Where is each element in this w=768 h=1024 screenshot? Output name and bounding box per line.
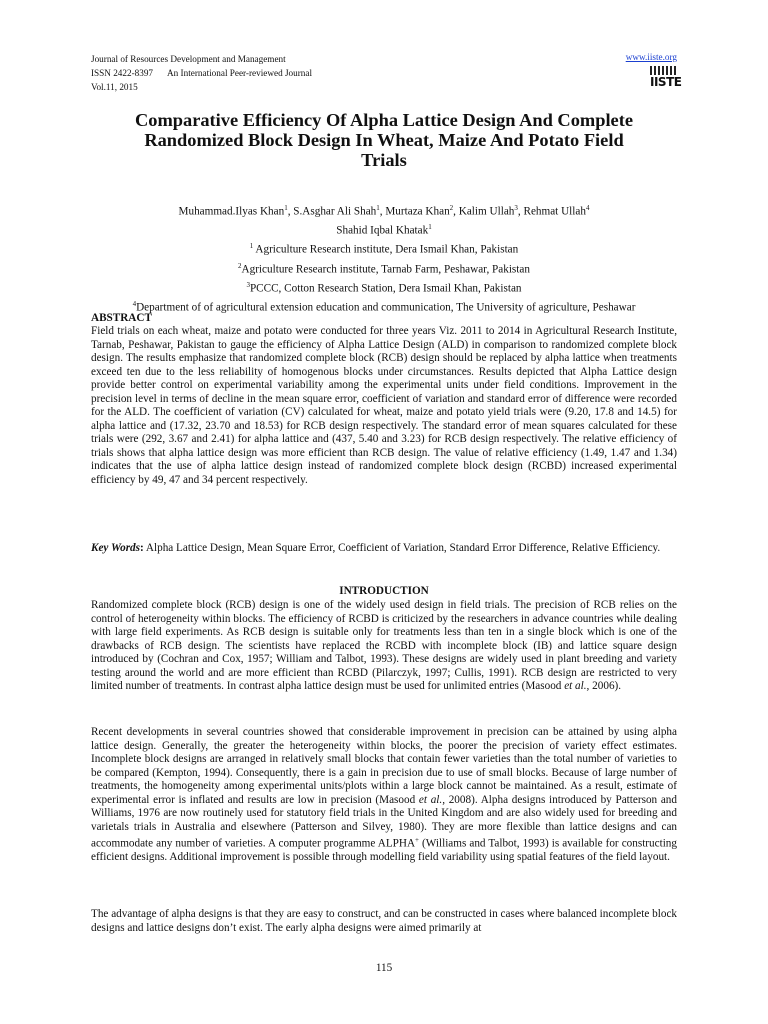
keywords-label: Key Words <box>91 542 140 554</box>
author-sup: 1 <box>428 223 432 232</box>
intro-paragraph-1 <box>91 599 677 694</box>
keywords <box>91 542 677 556</box>
author-sup: 2 <box>449 204 454 212</box>
author-name: , Kalim Ullah <box>453 205 515 218</box>
author-list-line2 <box>92 220 676 239</box>
iiste-logo <box>650 66 682 90</box>
paragraph-text: Randomized complete block (RCB) design is one of the widely used design in field trials. The precision of RCB relies on the control of heterogeneity within blocks. The efficiency of RCBD is criticized by the researchers in advance countries while dealing with large field experiments. As RCB design is suitable only for treatments less than ten in a single block which is one of the drawbacks of RCB design. The scientists have replaced the RCBD with incomplete block (IB) and lattice square design introduced by (Cochran and Cox, 1957; William and Talbot, 1993). These designs are widely used in plant breeding and variety testing around the world and are more efficient than RCBD (Pilarczyk, 1997; Cullis, 1991). RCB design are restricted to very limited number of treatments. In contrast alpha lattice design must be used for unlimited entries (Masood <box>91 599 677 692</box>
introduction-heading: INTRODUCTION <box>339 585 429 597</box>
journal-url-link[interactable]: www.iiste.org <box>625 52 677 62</box>
author-list <box>92 201 676 220</box>
issn-line <box>91 66 312 80</box>
paragraph-italic: et al., <box>418 793 445 806</box>
journal-name: Journal of Resources Development and Management <box>91 54 286 64</box>
affiliation <box>92 259 676 278</box>
paper-title: Comparative Efficiency Of Alpha Lattice Design And Complete Randomized Block Design In Wheat, Maize And Potato Field Trials <box>134 110 634 170</box>
abstract-text: Field trials on each wheat, maize and potato were conducted for three years Viz. 2011 to 2014 in Agricultural Research Institute, Tarnab, Peshawar, Pakistan to gauge the efficiency of Alpha Lattice Design (ALD) in comparison to randomized complete block design. The results emphasize that randomized complete block (RCB) design should be replaced by alpha lattice when treatments exceed ten due to the less reliability of homogenous blocks under circumstances. Results depicted that Alpha Lattice design provide better control on experimental variability among the experimental units under field conditions. Improvement in the precision level in terms of decline in the mean square error, coefficient of variation and standard error of difference were recorded for the ALD. The coefficient of variation (CV) calculated for wheat, maize and potato yield trials were (9.20, 17.8 and 14.5) for alpha lattice and (17.32, 23.70 and 18.53) for RCB design respectively. The standard error of mean squares calculated for these trials were (292, 3.67 and 2.41) for alpha lattice and (437, 5.40 and 3.23) for RCB design respectively. The relative efficiency of trials shows that alpha lattice design was more efficient than RCB design. The value of relative efficiency (1.49, 1.47 and 1.34) indicates that the use of alpha lattice design instead of randomized complete block design (RCBD) increased experimental efficiency by 49, 47 and 34 percent respectively. <box>91 325 677 486</box>
affiliation <box>92 239 676 258</box>
affiliation-text: Agriculture Research institute, Dera Ismail Khan, Pakistan <box>253 244 519 257</box>
author-name: , S.Asghar Ali Shah <box>287 205 377 218</box>
paragraph-text: 2006). <box>589 680 622 692</box>
keywords-colon: : <box>140 542 144 554</box>
paragraph-text: Recent developments in several countries showed that considerable improvement in precision can be attained by using alpha lattice design. Generally, the greater the heterogeneity within blocks, the poorer the precision of variety effect estimates. Incomplete block designs are arranged in relatively small blocks that contain fewer varieties than the total number of varieties to be compared (Kempton, 1994). Consequently, there is a gain in precision due to use of small blocks. Because of large number of treatments, the homogeneity among experimental units/plots within a large block cannot be maintained. As a result, estimate of experimental error is inflated and results are low in precision (Masood <box>91 726 677 806</box>
journal-header <box>91 52 312 94</box>
author-name: Shahid Iqbal Khatak <box>336 224 429 237</box>
affiliation <box>92 278 676 297</box>
issn: ISSN 2422-8397 <box>91 68 154 78</box>
affiliation-text: Agriculture Research institute, Tarnab Farm, Peshawar, Pakistan <box>241 263 530 276</box>
affiliation-num: 4 <box>132 300 137 309</box>
author-sup: 1 <box>376 204 380 212</box>
volume: Vol.11, 2015 <box>91 82 138 92</box>
affiliation-text: Department of of agricultural extension education and communication, The University of agriculture, Peshawar <box>136 301 636 314</box>
logo-text: IISTE <box>650 75 682 89</box>
abstract-heading: ABSTRACT <box>91 312 152 324</box>
peer-review-note: An International Peer-reviewed Journal <box>167 68 313 78</box>
author-sup: 1 <box>284 204 288 212</box>
page-number: 115 <box>375 962 393 974</box>
affiliation-text: PCCC, Cotton Research Station, Dera Ismail Khan, Pakistan <box>249 282 522 295</box>
author-name: Muhammad.Ilyas Khan <box>178 205 285 218</box>
intro-paragraph-2 <box>91 726 677 865</box>
author-sup: 3 <box>514 204 518 212</box>
paragraph-italic: et al., <box>564 680 590 692</box>
affiliation-num: 3 <box>246 280 250 289</box>
author-name: , Rehmat Ullah <box>517 205 586 218</box>
intro-paragraph-3: The advantage of alpha designs is that they are easy to construct, and can be constructed in cases where balanced incomplete block designs and lattice designs don’t exist. The early alpha designs were aimed primarily at <box>91 908 677 934</box>
author-name: , Murtaza Khan <box>379 205 450 218</box>
paragraph-sup: + <box>415 836 419 844</box>
affiliation-num: 2 <box>238 261 242 270</box>
affiliation-num: 1 <box>249 242 254 251</box>
paragraph-text: (Williams and Talbot, 1993) is available for constructing efficient designs. Additional improvement is possible through modelling field variability using spatial features of the field layout. <box>91 837 677 864</box>
affiliation <box>92 297 676 316</box>
keywords-text: Alpha Lattice Design, Mean Square Error, Coefficient of Variation, Standard Error Difference, Relative Efficiency. <box>143 542 661 554</box>
author-block <box>92 201 676 316</box>
author-sup: 4 <box>585 204 590 212</box>
paragraph-text: 2008). Alpha designs introduced by Patterson and Williams, 1976 are now routinely used for statutory field trials in the United Kingdom and are also widely used for breeding and varietals trials in Australia and elsewhere (Patterson and Silvey, 1980). They are more flexible than lattice designs and can accommodate any number of varieties. A computer programme ALPHA <box>91 793 677 850</box>
